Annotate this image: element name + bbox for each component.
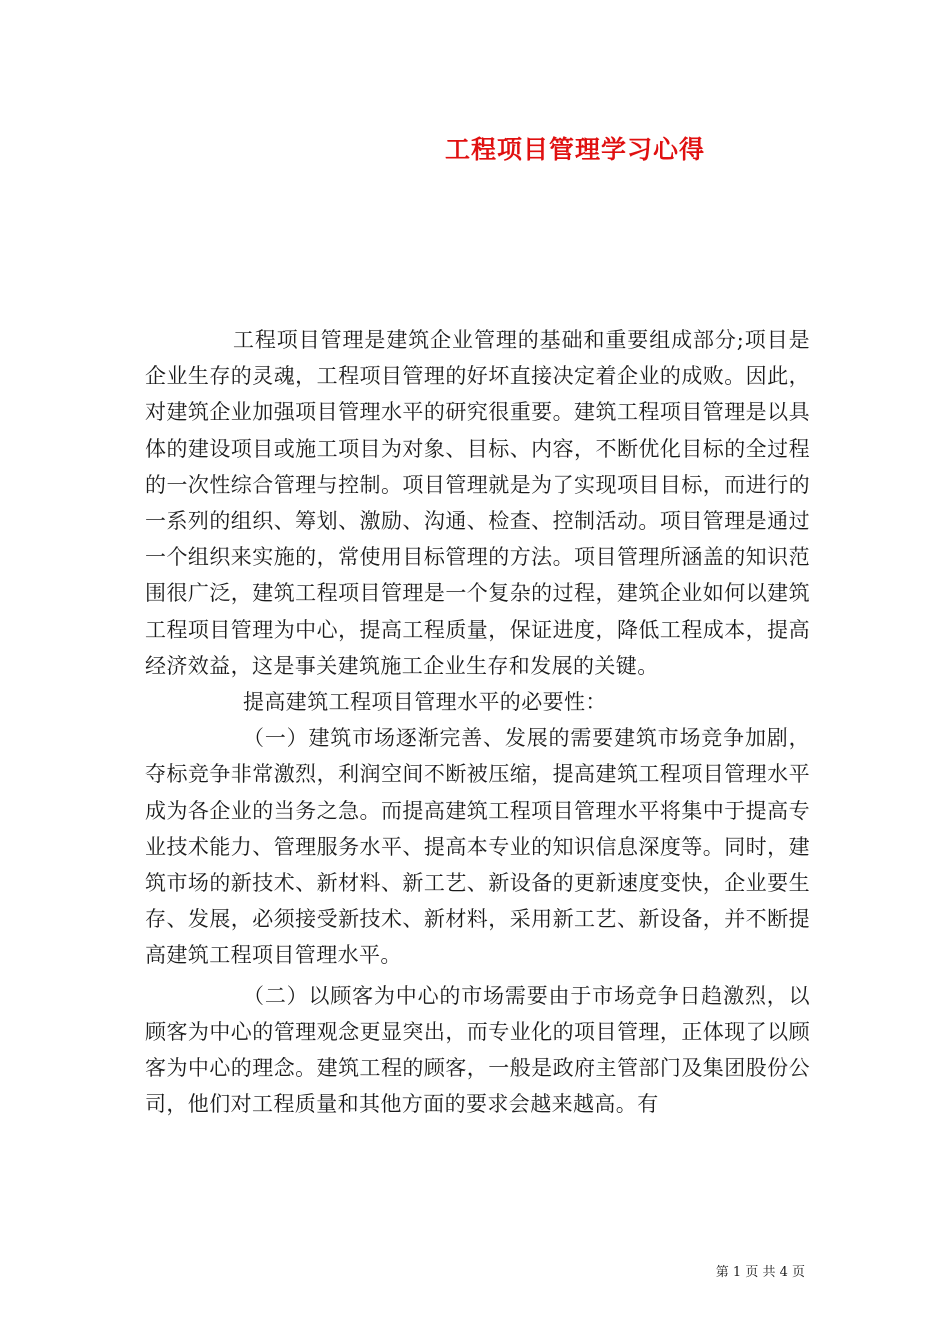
paragraph-point-one: （一）建筑市场逐渐完善、发展的需要建筑市场竞争加剧，夺标竞争非常激烈，利润空间不断被压缩，提高建筑工程项目管理水平成为各企业的当务之急。而提高建筑工程项目管理水平将集中于提高专业技术能力、管理服务水平、提高本专业的知识信息深度等。同时，建筑市场的新技术、新材料、新工艺、新设备的更新速度变快，企业要生存、发展，必须接受新技术、新材料，采用新工艺、新设备，并不断提高建筑工程项目管理水平。 [145,726,810,968]
document-body [145,322,810,1122]
paragraph-point-two: （二）以顾客为中心的市场需要由于市场竞争日趋激烈，以顾客为中心的管理观念更显突出，而专业化的项目管理，正体现了以顾客为中心的理念。建筑工程的顾客，一般是政府主管部门及集团股份公司，他们对工程质量和其他方面的要求会越来越高。有 [145,983,810,1117]
document-title: 工程项目管理学习心得 [444,135,705,164]
page-footer: 第 1 页 共 4 页 [715,1265,805,1280]
paragraph-heading-necessity: 提高建筑工程项目管理水平的必要性： [243,690,607,715]
paragraph-intro: 工程项目管理是建筑企业管理的基础和重要组成部分;项目是企业生存的灵魂，工程项目管理的好坏直接决定着企业的成败。因此，对建筑企业加强项目管理水平的研究很重要。建筑工程项目管理是以具体的建设项目或施工项目为对象、目标、内容，不断优化目标的全过程的一次性综合管理与控制。项目管理就是为了实现项目目标，而进行的一系列的组织、筹划、激励、沟通、检查、控制活动。项目管理是通过一个组织来实施的，常使用目标管理的方法。项目管理所涵盖的知识范围很广泛，建筑工程项目管理是一个复杂的过程，建筑企业如何以建筑工程项目管理为中心，提高工程质量，保证进度，降低工程成本，提高经济效益，这是事关建筑施工企业生存和发展的关键。 [145,328,810,678]
